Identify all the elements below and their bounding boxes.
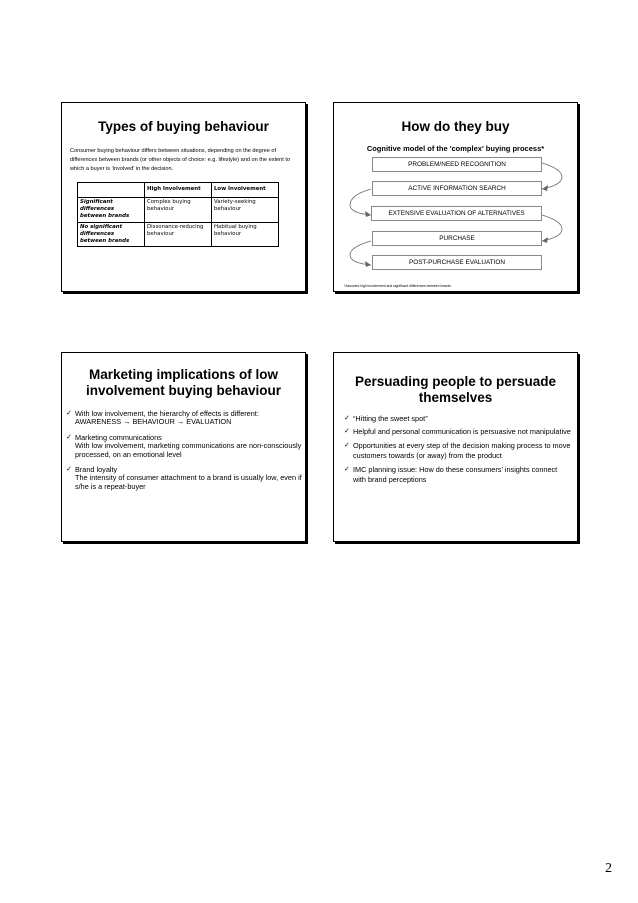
checkmark-icon: ✓ [66,433,72,441]
table-header-row [78,183,279,198]
slide-subtitle: Cognitive model of the 'complex' buying process* [366,144,545,153]
bullet-text: IMC planning issue: How do these consumers' insights connect with brand perceptions [353,464,558,485]
slide-marketing-implications [61,352,306,542]
table-cell: Dissonance-reducing behaviour [145,222,212,247]
list-item [62,410,302,427]
table-cell: Complex buying behaviour [145,198,212,223]
slide-how-do-they-buy [333,102,578,292]
bullet-subtext: The intensity of consumer attachment to a brand is usually low, even if s/he is a repeat-buyer [75,473,302,491]
list-item [340,465,572,486]
bullet-list [340,414,572,488]
bullet-subtext: With low involvement, marketing communications are non-consciously processed, on an emotional level [75,441,302,459]
table-row-header: Significant differences between brands [78,198,145,223]
slide-title: Persuading people to persuade themselves [354,374,557,405]
arrow-left-2 [350,241,371,265]
bullet-subtext: AWARENESS → BEHAVIOUR → EVALUATION [75,417,232,427]
slide-persuading-people [333,352,578,542]
table-header-cell: High Involvement [145,183,212,198]
slide-intro-text: Consumer buying behaviour differs between situations, depending on the degree of differences between brands (or other objects of choice: e.g. lifestyle) and on the extent to which a buyer is 'involved' in the decision. [70,148,291,172]
table-row [78,198,279,223]
table-row-header: No significant differences between brands [78,222,145,247]
bullet-text: Helpful and personal communication is persuasive not manipulative [353,427,571,437]
stage-problem-recognition: PROBLEM/NEED RECOGNITION [372,157,542,172]
list-item [340,441,572,462]
checkmark-icon: ✓ [344,465,350,473]
slide-types-of-buying-behaviour [61,102,306,292]
checkmark-icon: ✓ [66,466,72,474]
table-cell: Variety-seeking behaviour [212,198,279,223]
slide-title: Types of buying behaviour [98,119,269,134]
bullet-text: “Hitting the sweet spot” [353,414,428,423]
bullet-text: Opportunities at every step of the decision making process to move customers towards (or away) from the product [353,440,571,461]
stage-information-search: ACTIVE INFORMATION SEARCH [372,181,542,196]
bullet-list [62,410,302,498]
arrow-left-1 [350,189,371,215]
list-item [62,434,302,459]
list-item [340,427,572,437]
list-item [62,466,302,491]
checkmark-icon: ✓ [344,415,350,422]
table-header-cell [78,183,145,198]
list-item [340,414,572,424]
arrow-right-2 [542,215,562,241]
stage-post-purchase-evaluation: POST-PURCHASE EVALUATION [372,255,542,270]
buying-behaviour-table [77,182,279,247]
table-header-cell: Low Involvement [212,183,279,198]
bullet-text: With low involvement, the hierarchy of effects is different: [75,409,259,418]
slide-title: How do they buy [401,119,510,134]
slide-title: Marketing implications of low involvement buying behaviour [85,367,282,398]
slide-footnote: *Assumes high involvement and significant differences between brands [344,284,451,288]
table-row [78,222,279,247]
bullet-text: Brand loyalty [75,465,118,475]
checkmark-icon: ✓ [344,441,350,449]
table-cell: Habitual buying behaviour [212,222,279,247]
bullet-text: Marketing communications [75,432,162,442]
arrow-right-1 [542,163,562,189]
checkmark-icon: ✓ [66,410,72,417]
page-number: 2 [605,861,612,876]
stage-purchase: PURCHASE [372,231,542,246]
checkmark-icon: ✓ [344,428,350,436]
stage-evaluation-of-alternatives: EXTENSIVE EVALUATION OF ALTERNATIVES [371,206,542,221]
